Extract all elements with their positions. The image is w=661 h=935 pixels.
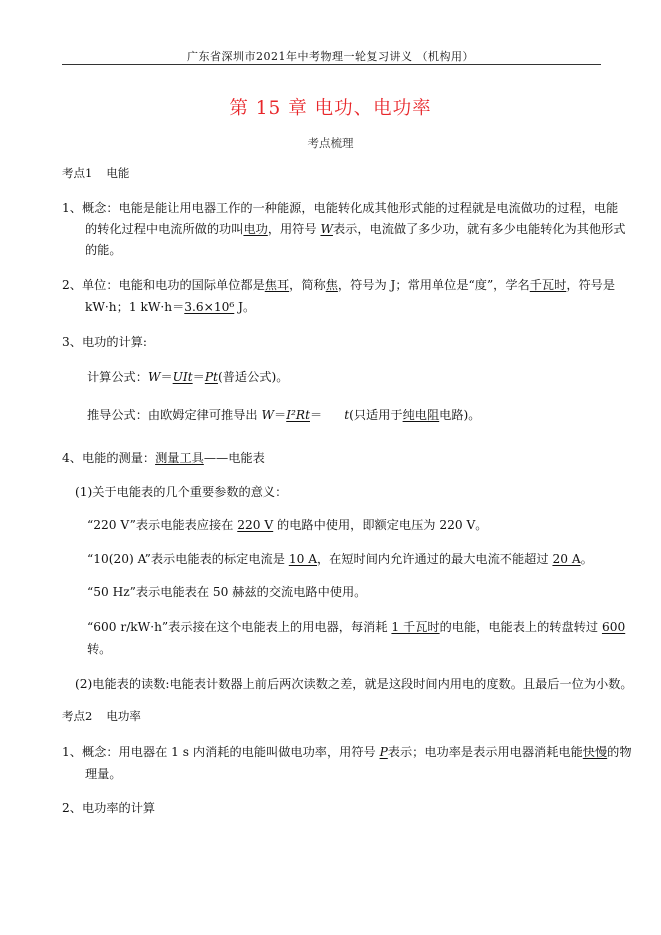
- item2-line2: [85, 298, 255, 315]
- item2-prefix: 2、: [62, 278, 82, 292]
- section-subtitle: 考点梳理: [307, 136, 354, 150]
- item6-heading: [62, 799, 155, 816]
- param2-c: 。: [580, 552, 593, 566]
- point2-label: 考点2: [62, 709, 93, 723]
- item2-line1: [62, 276, 615, 293]
- item1-line1: [62, 199, 618, 216]
- param4-revolutions: 600: [601, 620, 626, 634]
- param4-b: 的电能，电能表上的转盘转过: [439, 620, 602, 634]
- derive-eq1: ＝: [274, 408, 287, 422]
- item1-term-electric-work: 电功: [243, 222, 268, 236]
- derive-note2: 电路)。: [439, 408, 481, 422]
- param4-a: “600 r/kW·h”表示接在这个电能表上的用电器，每消耗: [87, 620, 392, 634]
- item2-text-a2: ，简称: [289, 278, 326, 292]
- formula-note: (普适公式)。: [217, 370, 289, 384]
- param4-kwh: 1 千瓦时: [391, 620, 440, 634]
- item5-text-a1: 概念：用电器在 1 s 内消耗的电能叫做电功率，用符号: [81, 745, 380, 759]
- item5-term-speed: 快慢: [582, 745, 608, 759]
- param2-rated-current: 10 A: [288, 552, 317, 566]
- item4-heading: [62, 449, 265, 466]
- item4-sub1: (1)关于电能表的几个重要参数的意义：: [75, 485, 288, 499]
- header-rule: [62, 64, 601, 65]
- item1-symbol: W: [320, 222, 333, 236]
- formula-eq1: ＝: [160, 370, 173, 384]
- derive-t: t: [344, 408, 350, 422]
- item4-param3: “50 Hz”表示电能表在 50 赫兹的交流电路中使用。: [87, 585, 367, 599]
- item5-text-a3: 的物: [607, 745, 632, 759]
- item4-param1: [87, 516, 488, 533]
- item4-param4-end: 转。: [87, 642, 112, 656]
- item2-term-kwh: 千瓦时: [529, 278, 567, 292]
- point2-heading: [62, 708, 141, 724]
- item1-line2: [85, 220, 625, 237]
- item2-text-a1: 单位：电能和电功的国际单位都是: [81, 278, 265, 292]
- formula-eq2: ＝: [192, 370, 205, 384]
- item1-line3: 的能。: [85, 243, 122, 257]
- param1-b: 的电路中使用，即额定电压为 220 V。: [273, 518, 488, 532]
- item4-text1: 电能的测量：: [81, 451, 156, 465]
- derive-eq2: ＝: [310, 408, 323, 422]
- item3-formula: [87, 368, 288, 385]
- param1-voltage: 220 V: [237, 518, 274, 532]
- point1-heading: [62, 165, 129, 181]
- point2-name: 电功率: [106, 709, 141, 723]
- item3-prefix: 3、: [62, 335, 82, 349]
- param1-a: “220 V”表示电能表应接在: [87, 518, 238, 532]
- param2-a: “10(20) A”表示电能表的标定电流是: [87, 552, 289, 566]
- item4-param2: [87, 550, 593, 567]
- formula-label: 计算公式：: [87, 370, 148, 384]
- item4-param4: [87, 618, 625, 635]
- formula-pt: Pt: [204, 370, 218, 384]
- param2-max-current: 20 A: [552, 552, 581, 566]
- item6-text: 电功率的计算: [81, 801, 156, 815]
- chapter-title: 第 15 章 电功、电功率: [229, 98, 432, 119]
- point1-label: 考点1: [62, 166, 93, 180]
- item1-text-b1: 的转化过程中电流所做的功叫: [85, 222, 244, 236]
- item2-text-b2: J。: [234, 300, 256, 314]
- item3-derivation: [87, 406, 481, 423]
- derive-w: W: [261, 408, 275, 422]
- item5-line1: [62, 743, 632, 760]
- derive-pure-resistance: 纯电阻: [402, 408, 440, 422]
- item1-prefix: 1、: [62, 201, 82, 215]
- item1-text-b3: 表示，电流做了多少功，就有多少电能转化为其他形式: [332, 222, 626, 236]
- item4-prefix: 4、: [62, 451, 82, 465]
- item2-conversion-value: 3.6×10⁶: [184, 300, 235, 314]
- item2-text-a4: ，符号是: [566, 278, 616, 292]
- item2-text-b1: kW·h；1 kW·h＝: [85, 300, 185, 314]
- item4-text2: ——电能表: [203, 451, 265, 465]
- derive-label: 推导公式：由欧姆定律可推导出: [87, 408, 262, 422]
- item5-text-a2: 表示；电功率是表示用电器消耗电能: [387, 745, 583, 759]
- item2-term-jiao: 焦: [325, 278, 338, 292]
- item2-term-joule: 焦耳: [264, 278, 290, 292]
- item4-sub2: (2)电能表的读数:电能表计数器上前后两次读数之差，就是这段时间内用电的度数。且最后一位为小数。: [75, 677, 633, 691]
- formula-w: W: [147, 370, 161, 384]
- param2-b: ，在短时间内允许通过的最大电流不能超过: [317, 552, 553, 566]
- derive-i2rt: I²Rt: [286, 408, 310, 422]
- item5-prefix: 1、: [62, 745, 82, 759]
- item5-line2: 理量。: [85, 767, 122, 781]
- formula-uit: UIt: [172, 370, 193, 384]
- item4-measuring-tool: 测量工具: [155, 451, 204, 465]
- item2-text-a3: ，符号为 J；常用单位是“度”，学名: [337, 278, 530, 292]
- derive-note1: (只适用于: [349, 408, 403, 422]
- item3-text: 电功的计算:: [81, 335, 147, 349]
- item1-text-b2: ，用符号: [267, 222, 321, 236]
- item3-heading: [62, 333, 147, 350]
- page-header: 广东省深圳市2021年中考物理一轮复习讲义 （机构用）: [187, 50, 474, 63]
- item5-symbol: P: [379, 745, 388, 759]
- item1-text-a: 概念：电能是能让用电器工作的一种能源，电能转化成其他形式能的过程就是电流做功的过程，电能: [81, 201, 619, 215]
- point1-name: 电能: [106, 166, 130, 180]
- item6-prefix: 2、: [62, 801, 82, 815]
